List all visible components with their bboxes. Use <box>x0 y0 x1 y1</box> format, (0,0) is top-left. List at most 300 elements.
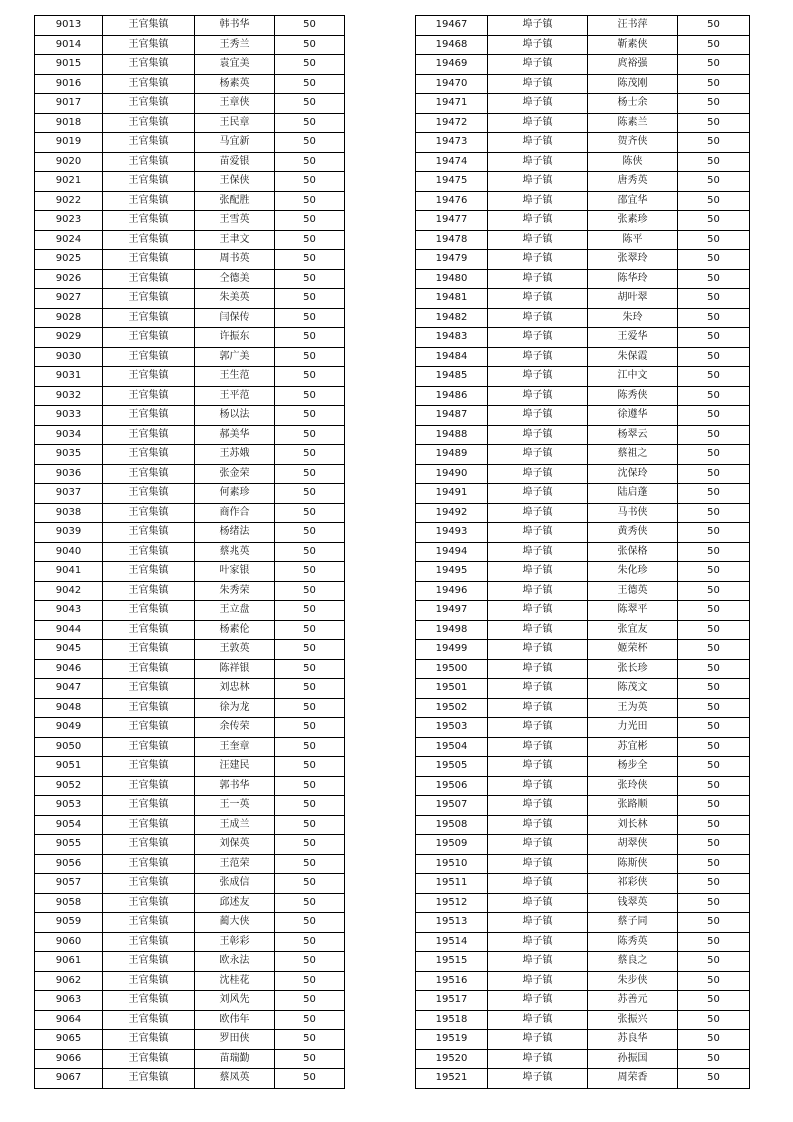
name-cell: 苏宜彬 <box>588 737 678 757</box>
id-cell: 9037 <box>35 484 103 504</box>
name-cell: 仝德美 <box>195 269 275 289</box>
amount-cell: 50 <box>678 854 750 874</box>
town-cell: 埠子镇 <box>488 250 588 270</box>
town-cell: 埠子镇 <box>488 55 588 75</box>
name-cell: 郝美华 <box>195 425 275 445</box>
town-cell: 埠子镇 <box>488 289 588 309</box>
table-row <box>35 523 345 543</box>
amount-cell: 50 <box>678 523 750 543</box>
town-cell: 王官集镇 <box>103 1030 195 1050</box>
id-cell: 9050 <box>35 737 103 757</box>
table-row <box>35 718 345 738</box>
name-cell: 陈素兰 <box>588 113 678 133</box>
amount-cell: 50 <box>275 386 345 406</box>
id-cell: 19497 <box>416 601 488 621</box>
table-row <box>416 776 750 796</box>
table-row <box>416 406 750 426</box>
town-cell: 王官集镇 <box>103 191 195 211</box>
id-cell: 19473 <box>416 133 488 153</box>
town-cell: 王官集镇 <box>103 815 195 835</box>
id-cell: 9018 <box>35 113 103 133</box>
name-cell: 张保格 <box>588 542 678 562</box>
id-cell: 9057 <box>35 874 103 894</box>
town-cell: 埠子镇 <box>488 562 588 582</box>
town-cell: 王官集镇 <box>103 679 195 699</box>
amount-cell: 50 <box>275 835 345 855</box>
town-cell: 埠子镇 <box>488 601 588 621</box>
table-row <box>35 35 345 55</box>
town-cell: 王官集镇 <box>103 152 195 172</box>
id-cell: 19490 <box>416 464 488 484</box>
table-row <box>416 1030 750 1050</box>
town-cell: 埠子镇 <box>488 620 588 640</box>
id-cell: 9052 <box>35 776 103 796</box>
name-cell: 王平范 <box>195 386 275 406</box>
table-row <box>416 445 750 465</box>
id-cell: 19516 <box>416 971 488 991</box>
town-cell: 王官集镇 <box>103 484 195 504</box>
name-cell: 王章侠 <box>195 94 275 114</box>
table-row <box>35 971 345 991</box>
amount-cell: 50 <box>275 74 345 94</box>
town-cell: 王官集镇 <box>103 620 195 640</box>
amount-cell: 50 <box>275 347 345 367</box>
town-cell: 埠子镇 <box>488 211 588 231</box>
table-row <box>416 562 750 582</box>
id-cell: 19487 <box>416 406 488 426</box>
name-cell: 王爱华 <box>588 328 678 348</box>
amount-cell: 50 <box>275 893 345 913</box>
id-cell: 9054 <box>35 815 103 835</box>
amount-cell: 50 <box>678 601 750 621</box>
name-cell: 祁彩侠 <box>588 874 678 894</box>
name-cell: 欧永法 <box>195 952 275 972</box>
amount-cell: 50 <box>275 991 345 1011</box>
table-row <box>35 1030 345 1050</box>
id-cell: 19493 <box>416 523 488 543</box>
table-row <box>416 1010 750 1030</box>
name-cell: 王苏娥 <box>195 445 275 465</box>
id-cell: 19520 <box>416 1049 488 1069</box>
id-cell: 19515 <box>416 952 488 972</box>
table-row <box>35 659 345 679</box>
id-cell: 9043 <box>35 601 103 621</box>
id-cell: 19483 <box>416 328 488 348</box>
town-cell: 埠子镇 <box>488 133 588 153</box>
table-row <box>35 796 345 816</box>
id-cell: 9013 <box>35 16 103 36</box>
town-cell: 王官集镇 <box>103 386 195 406</box>
town-cell: 王官集镇 <box>103 893 195 913</box>
amount-cell: 50 <box>275 289 345 309</box>
table-row <box>35 835 345 855</box>
name-cell: 王雪英 <box>195 211 275 231</box>
name-cell: 陈茂刚 <box>588 74 678 94</box>
town-cell: 埠子镇 <box>488 152 588 172</box>
id-cell: 19489 <box>416 445 488 465</box>
id-cell: 19480 <box>416 269 488 289</box>
table-row <box>416 893 750 913</box>
name-cell: 朱玲 <box>588 308 678 328</box>
name-cell: 张振兴 <box>588 1010 678 1030</box>
name-cell: 王聿文 <box>195 230 275 250</box>
amount-cell: 50 <box>275 854 345 874</box>
id-cell: 9029 <box>35 328 103 348</box>
table-row <box>35 601 345 621</box>
name-cell: 杨素英 <box>195 74 275 94</box>
table-row <box>35 16 345 36</box>
name-cell: 叶家银 <box>195 562 275 582</box>
id-cell: 19491 <box>416 484 488 504</box>
name-cell: 郭广美 <box>195 347 275 367</box>
id-cell: 9046 <box>35 659 103 679</box>
table-row <box>35 94 345 114</box>
id-cell: 19504 <box>416 737 488 757</box>
table-row <box>35 737 345 757</box>
name-cell: 刘保英 <box>195 835 275 855</box>
town-cell: 王官集镇 <box>103 308 195 328</box>
table-row <box>35 464 345 484</box>
amount-cell: 50 <box>678 952 750 972</box>
amount-cell: 50 <box>678 718 750 738</box>
town-cell: 王官集镇 <box>103 250 195 270</box>
town-cell: 王官集镇 <box>103 1049 195 1069</box>
table-row <box>35 620 345 640</box>
town-cell: 埠子镇 <box>488 932 588 952</box>
id-cell: 9051 <box>35 757 103 777</box>
town-cell: 王官集镇 <box>103 503 195 523</box>
town-cell: 埠子镇 <box>488 952 588 972</box>
table-row <box>416 172 750 192</box>
amount-cell: 50 <box>678 152 750 172</box>
name-cell: 欧伟年 <box>195 1010 275 1030</box>
name-cell: 张素珍 <box>588 211 678 231</box>
table-row <box>416 484 750 504</box>
amount-cell: 50 <box>678 659 750 679</box>
id-cell: 19506 <box>416 776 488 796</box>
amount-cell: 50 <box>275 542 345 562</box>
amount-cell: 50 <box>275 250 345 270</box>
id-cell: 19502 <box>416 698 488 718</box>
id-cell: 9022 <box>35 191 103 211</box>
name-cell: 苗爱银 <box>195 152 275 172</box>
id-cell: 19482 <box>416 308 488 328</box>
amount-cell: 50 <box>678 250 750 270</box>
id-cell: 9028 <box>35 308 103 328</box>
name-cell: 张金荣 <box>195 464 275 484</box>
id-cell: 9045 <box>35 640 103 660</box>
id-cell: 19485 <box>416 367 488 387</box>
amount-cell: 50 <box>275 425 345 445</box>
amount-cell: 50 <box>275 562 345 582</box>
table-row <box>35 406 345 426</box>
name-cell: 张长珍 <box>588 659 678 679</box>
table-row <box>35 1049 345 1069</box>
name-cell: 力光田 <box>588 718 678 738</box>
amount-cell: 50 <box>275 1030 345 1050</box>
town-cell: 埠子镇 <box>488 698 588 718</box>
amount-cell: 50 <box>275 679 345 699</box>
amount-cell: 50 <box>275 757 345 777</box>
id-cell: 19519 <box>416 1030 488 1050</box>
name-cell: 徐为龙 <box>195 698 275 718</box>
table-row <box>416 425 750 445</box>
table-row <box>35 328 345 348</box>
name-cell: 罗田侠 <box>195 1030 275 1050</box>
amount-cell: 50 <box>678 776 750 796</box>
id-cell: 9040 <box>35 542 103 562</box>
town-cell: 王官集镇 <box>103 640 195 660</box>
town-cell: 王官集镇 <box>103 718 195 738</box>
amount-cell: 50 <box>678 874 750 894</box>
table-row <box>35 893 345 913</box>
id-cell: 9060 <box>35 932 103 952</box>
id-cell: 9031 <box>35 367 103 387</box>
amount-cell: 50 <box>275 1069 345 1089</box>
name-cell: 韩书华 <box>195 16 275 36</box>
name-cell: 苏良华 <box>588 1030 678 1050</box>
name-cell: 蔡祖之 <box>588 445 678 465</box>
name-cell: 贺齐侠 <box>588 133 678 153</box>
amount-cell: 50 <box>678 211 750 231</box>
table-row <box>35 991 345 1011</box>
town-cell: 王官集镇 <box>103 523 195 543</box>
table-row <box>416 133 750 153</box>
id-cell: 19521 <box>416 1069 488 1089</box>
id-cell: 9058 <box>35 893 103 913</box>
amount-cell: 50 <box>275 815 345 835</box>
amount-cell: 50 <box>678 113 750 133</box>
name-cell: 王生范 <box>195 367 275 387</box>
town-cell: 王官集镇 <box>103 425 195 445</box>
amount-cell: 50 <box>678 1049 750 1069</box>
id-cell: 9038 <box>35 503 103 523</box>
table-row <box>416 523 750 543</box>
id-cell: 9030 <box>35 347 103 367</box>
amount-cell: 50 <box>678 893 750 913</box>
name-cell: 陈华玲 <box>588 269 678 289</box>
town-cell: 埠子镇 <box>488 367 588 387</box>
id-cell: 9063 <box>35 991 103 1011</box>
town-cell: 埠子镇 <box>488 1010 588 1030</box>
town-cell: 王官集镇 <box>103 328 195 348</box>
table-row <box>35 1069 345 1089</box>
town-cell: 王官集镇 <box>103 289 195 309</box>
name-cell: 余传荣 <box>195 718 275 738</box>
name-cell: 张宜友 <box>588 620 678 640</box>
table-row <box>416 971 750 991</box>
town-cell: 埠子镇 <box>488 640 588 660</box>
town-cell: 埠子镇 <box>488 893 588 913</box>
town-cell: 王官集镇 <box>103 913 195 933</box>
id-cell: 19470 <box>416 74 488 94</box>
amount-cell: 50 <box>275 328 345 348</box>
name-cell: 钱翠英 <box>588 893 678 913</box>
name-cell: 许振东 <box>195 328 275 348</box>
name-cell: 王立盘 <box>195 601 275 621</box>
table-row <box>35 172 345 192</box>
town-cell: 王官集镇 <box>103 776 195 796</box>
name-cell: 王民章 <box>195 113 275 133</box>
town-cell: 王官集镇 <box>103 854 195 874</box>
id-cell: 9064 <box>35 1010 103 1030</box>
amount-cell: 50 <box>275 94 345 114</box>
name-cell: 唐秀英 <box>588 172 678 192</box>
name-cell: 王范荣 <box>195 854 275 874</box>
id-cell: 19476 <box>416 191 488 211</box>
table-row <box>416 94 750 114</box>
town-cell: 王官集镇 <box>103 991 195 1011</box>
amount-cell: 50 <box>678 406 750 426</box>
town-cell: 王官集镇 <box>103 16 195 36</box>
id-cell: 9056 <box>35 854 103 874</box>
id-cell: 9015 <box>35 55 103 75</box>
town-cell: 埠子镇 <box>488 94 588 114</box>
town-cell: 王官集镇 <box>103 698 195 718</box>
amount-cell: 50 <box>275 503 345 523</box>
town-cell: 王官集镇 <box>103 601 195 621</box>
amount-cell: 50 <box>678 16 750 36</box>
table-row <box>416 874 750 894</box>
amount-cell: 50 <box>275 172 345 192</box>
name-cell: 王彰彩 <box>195 932 275 952</box>
town-cell: 埠子镇 <box>488 679 588 699</box>
name-cell: 杨步全 <box>588 757 678 777</box>
name-cell: 朱步侠 <box>588 971 678 991</box>
amount-cell: 50 <box>275 133 345 153</box>
name-cell: 徐遵华 <box>588 406 678 426</box>
name-cell: 马书侠 <box>588 503 678 523</box>
table-row <box>35 874 345 894</box>
amount-cell: 50 <box>275 230 345 250</box>
town-cell: 王官集镇 <box>103 874 195 894</box>
table-row <box>416 1069 750 1089</box>
amount-cell: 50 <box>678 757 750 777</box>
amount-cell: 50 <box>678 133 750 153</box>
id-cell: 19514 <box>416 932 488 952</box>
table-row <box>416 991 750 1011</box>
amount-cell: 50 <box>678 796 750 816</box>
amount-cell: 50 <box>678 386 750 406</box>
id-cell: 19508 <box>416 815 488 835</box>
amount-cell: 50 <box>678 269 750 289</box>
town-cell: 埠子镇 <box>488 191 588 211</box>
table-row <box>416 230 750 250</box>
town-cell: 埠子镇 <box>488 503 588 523</box>
amount-cell: 50 <box>275 35 345 55</box>
id-cell: 19481 <box>416 289 488 309</box>
id-cell: 19471 <box>416 94 488 114</box>
id-cell: 19492 <box>416 503 488 523</box>
table-row <box>416 74 750 94</box>
amount-cell: 50 <box>275 211 345 231</box>
town-cell: 王官集镇 <box>103 952 195 972</box>
town-cell: 埠子镇 <box>488 35 588 55</box>
id-cell: 19517 <box>416 991 488 1011</box>
amount-cell: 50 <box>678 679 750 699</box>
town-cell: 王官集镇 <box>103 581 195 601</box>
town-cell: 埠子镇 <box>488 971 588 991</box>
amount-cell: 50 <box>275 1010 345 1030</box>
town-cell: 埠子镇 <box>488 484 588 504</box>
town-cell: 埠子镇 <box>488 464 588 484</box>
amount-cell: 50 <box>275 464 345 484</box>
id-cell: 9033 <box>35 406 103 426</box>
name-cell: 张配胜 <box>195 191 275 211</box>
id-cell: 9041 <box>35 562 103 582</box>
town-cell: 王官集镇 <box>103 464 195 484</box>
id-cell: 9024 <box>35 230 103 250</box>
table-row <box>416 854 750 874</box>
name-cell: 姬荣杯 <box>588 640 678 660</box>
town-cell: 王官集镇 <box>103 55 195 75</box>
amount-cell: 50 <box>678 464 750 484</box>
name-cell: 蔡子同 <box>588 913 678 933</box>
id-cell: 9055 <box>35 835 103 855</box>
name-cell: 王德英 <box>588 581 678 601</box>
town-cell: 埠子镇 <box>488 269 588 289</box>
amount-cell: 50 <box>275 484 345 504</box>
id-cell: 9036 <box>35 464 103 484</box>
name-cell: 张翠玲 <box>588 250 678 270</box>
name-cell: 马宜新 <box>195 133 275 153</box>
amount-cell: 50 <box>678 640 750 660</box>
town-cell: 埠子镇 <box>488 347 588 367</box>
name-cell: 朱保霞 <box>588 347 678 367</box>
table-row <box>416 659 750 679</box>
name-cell: 朱美英 <box>195 289 275 309</box>
amount-cell: 50 <box>678 1010 750 1030</box>
name-cell: 陈秀侠 <box>588 386 678 406</box>
table-row <box>35 542 345 562</box>
table-row <box>416 581 750 601</box>
id-cell: 19512 <box>416 893 488 913</box>
amount-cell: 50 <box>275 1049 345 1069</box>
table-row <box>416 308 750 328</box>
table-row <box>35 55 345 75</box>
table-row <box>35 776 345 796</box>
name-cell: 江中文 <box>588 367 678 387</box>
id-cell: 9049 <box>35 718 103 738</box>
name-cell: 沈保玲 <box>588 464 678 484</box>
town-cell: 王官集镇 <box>103 562 195 582</box>
right-table <box>415 15 750 1089</box>
table-row <box>416 289 750 309</box>
town-cell: 埠子镇 <box>488 113 588 133</box>
name-cell: 陈祥银 <box>195 659 275 679</box>
town-cell: 王官集镇 <box>103 367 195 387</box>
id-cell: 19503 <box>416 718 488 738</box>
name-cell: 朱秀荣 <box>195 581 275 601</box>
table-row <box>35 289 345 309</box>
name-cell: 王保侠 <box>195 172 275 192</box>
id-cell: 19501 <box>416 679 488 699</box>
amount-cell: 50 <box>275 737 345 757</box>
name-cell: 王敦英 <box>195 640 275 660</box>
amount-cell: 50 <box>678 503 750 523</box>
name-cell: 王一英 <box>195 796 275 816</box>
id-cell: 19513 <box>416 913 488 933</box>
table-row <box>416 913 750 933</box>
table-row <box>35 347 345 367</box>
table-row <box>35 698 345 718</box>
id-cell: 9021 <box>35 172 103 192</box>
id-cell: 19511 <box>416 874 488 894</box>
amount-cell: 50 <box>678 94 750 114</box>
id-cell: 9023 <box>35 211 103 231</box>
id-cell: 9053 <box>35 796 103 816</box>
id-cell: 9020 <box>35 152 103 172</box>
